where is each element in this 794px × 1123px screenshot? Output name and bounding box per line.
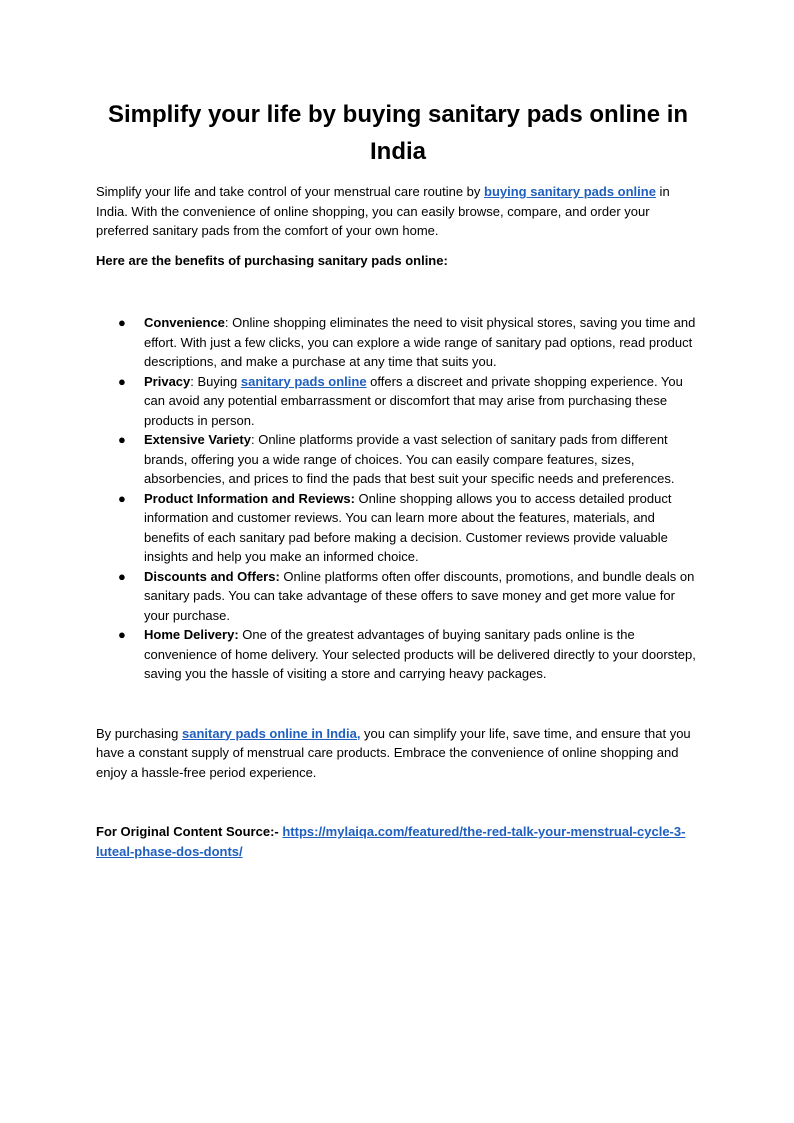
benefit-text: Online shopping allows you to access detailed product information and customer reviews. You can learn more about the features, materials, and benefits of each sanitary pad before making a decision. Customer reviews provide valuable insights and help you make an informed choice.: [144, 490, 672, 564]
benefits-heading: Here are the benefits of purchasing sanitary pads online:: [96, 252, 448, 268]
intro-paragraph: [96, 182, 696, 241]
list-item: [96, 567, 696, 626]
benefit-separator: : Buying: [190, 373, 241, 389]
list-item: [96, 430, 696, 489]
intro-text-after: in India. With the convenience of online shopping, you can easily browse, compare, and order your preferred sanitary pads from the comfort of your own home.: [96, 184, 670, 238]
source-paragraph: [96, 822, 696, 861]
benefit-separator: :: [224, 315, 233, 330]
bullet-icon: ●: [118, 315, 126, 330]
benefits-list: [96, 313, 696, 684]
benefit-term: Privacy: [144, 373, 191, 389]
benefit-text: Online shopping eliminates the need to visit physical stores, saving you time and effort. With just a few clicks, you can explore a wide range of sanitary pad options, read product descriptions, and make a purchase at any time that suits you.: [144, 315, 696, 369]
benefit-term: Extensive Variety: [144, 432, 251, 447]
closing-paragraph: [96, 724, 696, 783]
list-item: [96, 313, 696, 372]
benefit-text: Online platforms often offer discounts, promotions, and bundle deals on sanitary pads. You can take advantage of these offers to save money and get more value for your purchase.: [144, 568, 695, 623]
source-url-link[interactable]: https://mylaiqa.com/featured/the-red-talk-your-menstrual-cycle-3-luteal-phase-dos-donts/: [96, 824, 686, 859]
list-item: [96, 489, 696, 567]
closing-text-before: By purchasing: [96, 725, 182, 741]
bullet-icon: ●: [118, 373, 126, 389]
source-label: For Original Content Source:-: [96, 824, 283, 839]
bullet-icon: ●: [118, 490, 126, 506]
benefit-text: Online platforms provide a vast selection of sanitary pads from different brands, offering you a wide range of choices. You can easily compare features, sizes, absorbencies, and prices to find the pads that best suit your specific needs and preferences.: [144, 432, 675, 486]
document-page: [96, 96, 696, 861]
benefit-term: Product Information and Reviews:: [144, 490, 355, 506]
page-title: Simplify your life by buying sanitary pads online in India: [107, 101, 689, 165]
benefit-term: Home Delivery:: [144, 627, 239, 642]
sanitary-pads-online-in-india-link[interactable]: sanitary pads online in India,: [182, 725, 361, 741]
bullet-icon: ●: [118, 432, 126, 447]
closing-text-after: you can simplify your life, save time, and ensure that you have a constant supply of menstrual care products. Embrace the convenience of online shopping and enjoy a hassle-free period experience.: [96, 725, 691, 780]
list-item: [96, 625, 696, 684]
benefit-term: Convenience: [144, 315, 225, 330]
buying-sanitary-pads-online-link[interactable]: buying sanitary pads online: [484, 184, 656, 199]
bullet-icon: ●: [118, 627, 126, 642]
benefit-text: One of the greatest advantages of buying sanitary pads online is the convenience of home delivery. Your selected products will be delivered directly to your doorstep, saving you the hassle of visiting a store and carrying heavy packages.: [144, 627, 696, 681]
intro-text-before: Simplify your life and take control of your menstrual care routine by: [96, 184, 485, 199]
benefit-separator: :: [250, 432, 259, 447]
list-item: [96, 372, 696, 431]
bullet-icon: ●: [118, 568, 126, 584]
benefit-term: Discounts and Offers:: [144, 568, 280, 584]
sanitary-pads-online-link[interactable]: sanitary pads online: [240, 373, 367, 389]
benefit-text: offers a discreet and private shopping experience. You can avoid any potential embarrassment or discomfort that may arise from purchasing these products in person.: [144, 373, 683, 428]
